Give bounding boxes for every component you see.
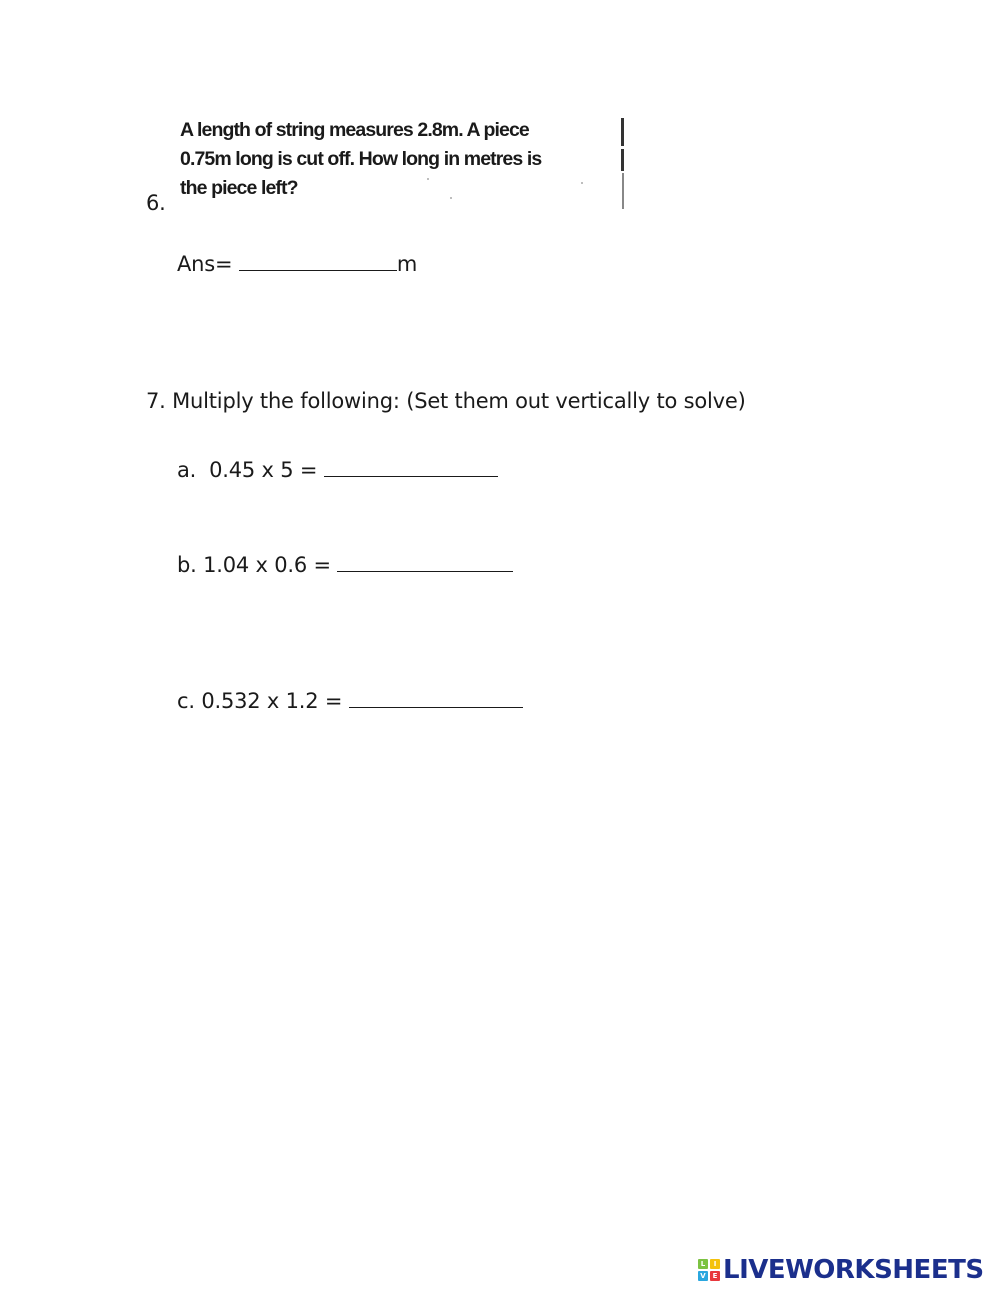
question-7b [177,553,513,577]
question-6-scanned-text [180,116,620,203]
answer-blank[interactable] [239,252,397,271]
answer-blank[interactable] [337,553,513,572]
question-7a [177,458,498,482]
item-expression: 0.532 x 1.2 = [201,689,343,713]
question-7c [177,689,523,713]
item-expression: 1.04 x 0.6 = [203,553,331,577]
scan-border-mark [621,118,624,146]
question-6-line-3: the piece left? [180,177,298,199]
liveworksheets-logo [698,1254,984,1286]
answer-blank[interactable] [324,458,498,477]
question-6-answer-line [177,252,417,276]
scan-speck [427,178,429,180]
logo-tile: V [698,1271,708,1281]
logo-tile: L [698,1259,708,1269]
question-6-line-1: A length of string measures 2.8m. A piece [180,119,529,141]
scan-border-mark [622,173,624,209]
question-6-number: 6. [146,191,166,215]
scan-speck [450,197,452,199]
logo-text: LIVEWORKSHEETS [723,1255,984,1285]
question-7-title: 7. Multiply the following: (Set them out vertically to solve) [146,389,746,413]
question-6-line-2: 0.75m long is cut off. How long in metres is [180,148,542,170]
answer-prefix: Ans= [177,252,233,276]
logo-tiles-icon [698,1259,720,1281]
item-label: a. [177,458,197,482]
logo-tile: E [710,1271,720,1281]
item-expression: 0.45 x 5 = [209,458,318,482]
item-label: c. [177,689,195,713]
answer-unit: m [396,252,418,276]
logo-tile: I [710,1259,720,1269]
answer-blank[interactable] [349,689,523,708]
scan-speck [581,182,583,184]
item-label: b. [177,553,197,577]
scan-border-mark [621,149,624,171]
